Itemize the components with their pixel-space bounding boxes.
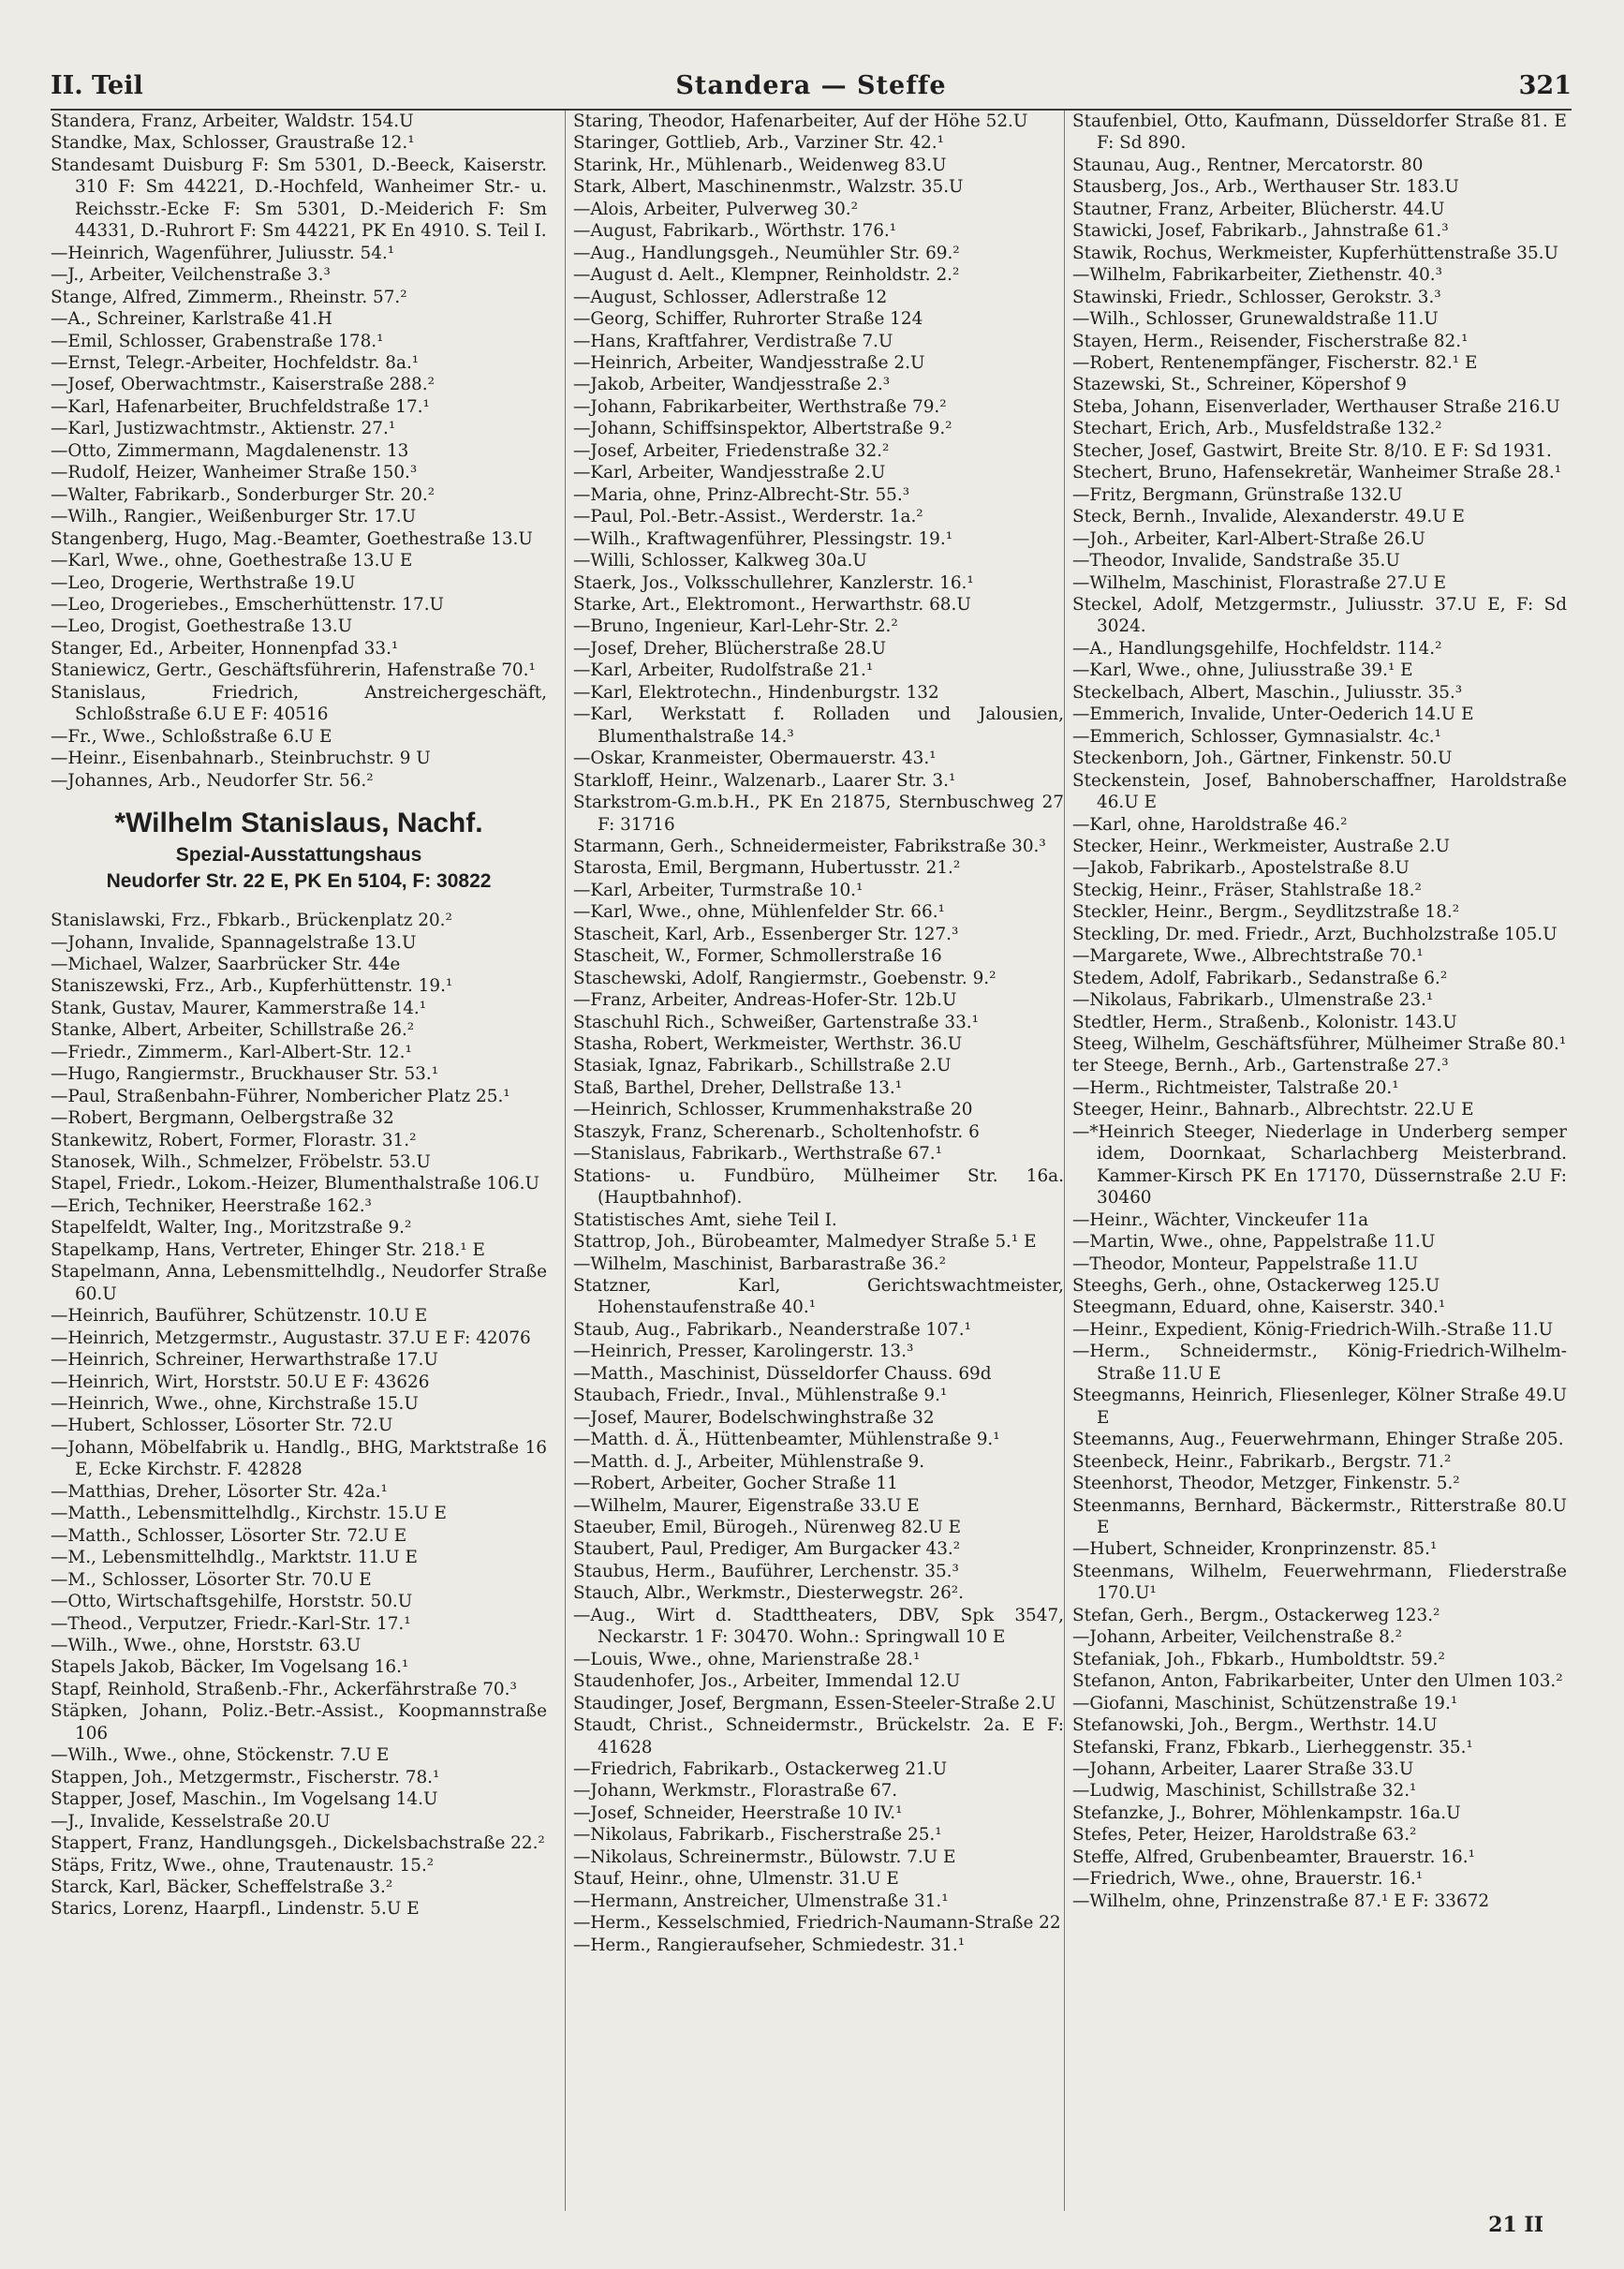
directory-entry: Staub, Aug., Fabrikarb., Neanderstraße 107.¹ <box>573 1319 971 1340</box>
directory-entry: Stappen, Joh., Metzgermstr., Fischerstr. 78.¹ <box>51 1767 440 1787</box>
directory-entry: —Heinrich, Schreiner, Herwarthstraße 17.U <box>51 1350 438 1371</box>
directory-entry: —Otto, Zimmermann, Magdalenenstr. 13 <box>51 440 409 461</box>
directory-entry: —Paul, Straßenbahn-Führer, Nombericher Platz 25.¹ <box>51 1086 510 1106</box>
directory-entry: Stefanzke, J., Bohrer, Möhlenkampstr. 16a.U <box>1072 1802 1461 1823</box>
directory-entry: —Louis, Wwe., ohne, Marienstraße 28.¹ <box>573 1649 921 1669</box>
ad-line-1: Spezial-Ausstattungshaus <box>175 844 422 867</box>
directory-entry: Stascheit, Karl, Arb., Essenberger Str. 127.³ <box>573 924 959 944</box>
directory-entry: Staudinger, Josef, Bergmann, Essen-Steeler-Straße 2.U <box>573 1693 1056 1713</box>
directory-entry: Standesamt Duisburg F: Sm 5301, D.-Beeck, Kaiserstr. 310 F: Sm 44221, D.-Hochfeld, Wanheimer Str.- u. Reichsstr.-Ecke F: Sm 5301, D.-Meiderich F: Sm 44331, D.-Ruhrort F: Sm 44221, PK En 4910. S. Teil I. <box>51 155 547 242</box>
directory-entry: Stawik, Rochus, Werkmeister, Kupferhüttenstraße 35.U <box>1072 243 1559 263</box>
directory-entry: —Stanislaus, Fabrikarb., Werthstraße 67.¹ <box>573 1144 942 1164</box>
directory-entry: Stapelfeldt, Walter, Ing., Moritzstraße 9.² <box>51 1218 412 1238</box>
directory-entry: —Walter, Fabrikarb., Sonderburger Str. 20.² <box>51 484 436 505</box>
directory-entry: Staß, Barthel, Dreher, Dellstraße 13.¹ <box>573 1077 903 1098</box>
directory-entry: —*Heinrich Steeger, Niederlage in Underberg semper idem, Doornkaat, Scharlachberg Meisterbrand. Kammer-Kirsch PK En 17170, Düssernstraße 2.U F: 30460 <box>1072 1121 1567 1209</box>
directory-entry: Staerk, Jos., Volksschullehrer, Kanzlerstr. 16.¹ <box>573 572 974 593</box>
directory-entry: —Heinrich, Schlosser, Krummenhakstraße 20 <box>573 1100 973 1120</box>
directory-entry: —Karl, Wwe., ohne, Goethestraße 13.U E <box>51 551 413 571</box>
directory-entry: —Karl, ohne, Haroldstraße 46.² <box>1072 814 1348 835</box>
directory-entry: —Hubert, Schneider, Kronprinzenstr. 85.¹ <box>1072 1539 1438 1560</box>
directory-entry: Starosta, Emil, Bergmann, Hubertusstr. 21.² <box>573 858 961 879</box>
directory-entry: —Heinrich, Wirt, Horststr. 50.U E F: 43626 <box>51 1372 430 1392</box>
directory-entry: —Rudolf, Heizer, Wanheimer Straße 150.³ <box>51 463 418 483</box>
directory-entry: Stanislawski, Frz., Fbkarb., Brückenplatz 20.² <box>51 911 452 931</box>
directory-entry: —Herm., Kesselschmied, Friedrich-Naumann-Straße 22 <box>573 1913 1061 1934</box>
directory-entry: Steck, Bernh., Invalide, Alexanderstr. 49.U E <box>1072 507 1465 527</box>
directory-entry: Staudenhofer, Jos., Arbeiter, Immendal 12.U <box>573 1671 961 1692</box>
directory-entry: Starkstrom-G.m.b.H., PK En 21875, Sternbuschweg 27 F: 31716 <box>573 793 1064 835</box>
directory-entry: Stawicki, Josef, Fabrikarb., Jahnstraße 61.³ <box>1072 221 1449 242</box>
directory-entry: —August, Schlosser, Adlerstraße 12 <box>573 287 888 307</box>
directory-entry: Stascheit, W., Former, Schmollerstraße 16 <box>573 946 942 967</box>
directory-entry: Stanislaus, Friedrich, Anstreichergeschäft, Schloßstraße 6.U E F: 40516 <box>51 682 547 725</box>
directory-entry: Steenhorst, Theodor, Metzger, Finkenstr. 5.² <box>1072 1474 1460 1494</box>
directory-entry: Steckelbach, Albert, Maschin., Juliusstr. 35.³ <box>1072 682 1463 703</box>
directory-entry: —Heinrich, Presser, Karolingerstr. 13.³ <box>573 1342 914 1362</box>
directory-entry: —Josef, Arbeiter, Friedenstraße 32.² <box>573 440 890 461</box>
directory-entry: Starke, Art., Elektromont., Herwarthstr. 68.U <box>573 594 971 615</box>
directory-entry: —Emmerich, Schlosser, Gymnasialstr. 4c.¹ <box>1072 726 1442 747</box>
directory-entry: —Herm., Schneidermstr., König-Friedrich-Wilhelm-Straße 11.U E <box>1072 1342 1567 1384</box>
directory-entry: Stank, Gustav, Maurer, Kammerstraße 14.¹ <box>51 998 427 1018</box>
directory-entry: —Johannes, Arb., Neudorfer Str. 56.² <box>51 770 374 791</box>
directory-entry: —Giofanni, Maschinist, Schützenstraße 19.¹ <box>1072 1693 1458 1713</box>
directory-entry: —Wilh., Wwe., ohne, Stöckenstr. 7.U E <box>51 1745 390 1766</box>
directory-entry: —Bruno, Ingenieur, Karl-Lehr-Str. 2.² <box>573 616 898 637</box>
directory-entry: —Matth., Lebensmittelhdlg., Kirchstr. 15.U E <box>51 1504 447 1524</box>
directory-entry: —Heinr., Wächter, Vinckeufer 11a <box>1072 1209 1369 1230</box>
directory-entry: —Matth. d. Ä., Hüttenbeamter, Mühlenstraße 9.¹ <box>573 1430 1000 1450</box>
ad-title: *Wilhelm Stanislaus, Nachf. <box>114 808 483 839</box>
directory-entry: Stasha, Robert, Werkmeister, Werthstr. 36.U <box>573 1034 963 1055</box>
directory-entry: —Wilhelm, Maurer, Eigenstraße 33.U E <box>573 1495 920 1516</box>
page-range-title: Standera — Steffe <box>675 71 947 100</box>
signature-mark: 21 II <box>1488 2213 1543 2237</box>
directory-entry: —A., Handlungsgehilfe, Hochfeldstr. 114.² <box>1072 638 1442 659</box>
directory-entry: —Heinrich, Bauführer, Schützenstr. 10.U E <box>51 1306 428 1327</box>
directory-entry: Stapel, Friedr., Lokom.-Heizer, Blumenthalstraße 106.U <box>51 1174 539 1194</box>
directory-entry: Stanosek, Wilh., Schmelzer, Fröbelstr. 53.U <box>51 1152 431 1173</box>
directory-entry: Stefaniak, Joh., Fbkarb., Humboldtstr. 59.² <box>1072 1649 1445 1669</box>
directory-entry: Stedtler, Herm., Straßenb., Kolonistr. 143.U <box>1072 1012 1457 1032</box>
directory-entry: —Karl, Wwe., ohne, Mühlenfelder Str. 66.¹ <box>573 902 945 923</box>
directory-entry: —Emmerich, Invalide, Unter-Oederich 14.U E <box>1072 704 1474 725</box>
directory-entry: Staubach, Friedr., Inval., Mühlenstraße 9.¹ <box>573 1386 948 1406</box>
directory-entry: —Johann, Arbeiter, Veilchenstraße 8.² <box>1072 1627 1402 1648</box>
directory-entry: —Franz, Arbeiter, Andreas-Hofer-Str. 12b.U <box>573 990 957 1011</box>
directory-entry: —A., Schreiner, Karlstraße 41.H <box>51 309 332 330</box>
directory-entry: Steenmans, Wilhelm, Feuerwehrmann, Fliederstraße 170.U¹ <box>1072 1561 1567 1604</box>
directory-entry: —Heinrich, Wagenführer, Juliusstr. 54.¹ <box>51 243 395 263</box>
directory-entry: —Hugo, Rangiermstr., Bruckhauser Str. 53.¹ <box>51 1064 439 1085</box>
directory-entry: —Friedrich, Fabrikarb., Ostackerweg 21.U <box>573 1758 948 1779</box>
directory-entry: —Robert, Rentenempfänger, Fischerstr. 82.¹ E <box>1072 352 1478 373</box>
directory-entry: —Friedr., Zimmerm., Karl-Albert-Str. 12.¹ <box>51 1042 412 1062</box>
directory-entry: —August d. Aelt., Klempner, Reinholdstr. 2.² <box>573 265 960 286</box>
directory-entry: Steckenstein, Josef, Bahnoberschaffner, Haroldstraße 46.U E <box>1072 770 1567 813</box>
directory-entry: Steeg, Wilhelm, Geschäftsführer, Mülheimer Straße 80.¹ <box>1072 1034 1567 1055</box>
directory-entry: Stefanowski, Joh., Bergm., Werthstr. 14.U <box>1072 1715 1438 1736</box>
directory-entry: Staniszewski, Frz., Arb., Kupferhüttenstr. 19.¹ <box>51 976 453 997</box>
directory-entry: —Heinrich, Wwe., ohne, Kirchstraße 15.U <box>51 1394 419 1415</box>
directory-entry: Stefes, Peter, Heizer, Haroldstraße 63.² <box>1072 1825 1417 1846</box>
directory-entry: Stauf, Heinr., ohne, Ulmenstr. 31.U E <box>573 1869 899 1890</box>
directory-entry: —Herm., Richtmeister, Talstraße 20.¹ <box>1072 1077 1399 1098</box>
directory-entry: —Theod., Verputzer, Friedr.-Karl-Str. 17.¹ <box>51 1613 411 1634</box>
directory-entry: Staudt, Christ., Schneidermstr., Brückelstr. 2a. E F: 41628 <box>573 1715 1064 1757</box>
directory-entry: Stations- u. Fundbüro, Mülheimer Str. 16a. (Hauptbahnhof). <box>573 1165 1064 1209</box>
directory-entry: —Karl, Justizwachtmstr., Aktienstr. 27.¹ <box>51 419 396 439</box>
directory-entry: —Heinr., Expedient, König-Friedrich-Wilh.-Straße 11.U <box>1072 1319 1554 1340</box>
directory-entry: —Karl, Elektrotechn., Hindenburgstr. 132 <box>573 682 939 703</box>
directory-entry: Staufenbiel, Otto, Kaufmann, Düsseldorfer Straße 81. E F: Sd 890. <box>1072 111 1567 154</box>
directory-entry: Stapper, Josef, Maschin., Im Vogelsang 14.U <box>51 1789 438 1810</box>
directory-entry: —Heinrich, Metzgermstr., Augustastr. 37.U E F: 42076 <box>51 1327 531 1348</box>
directory-entry: Stausberg, Jos., Arb., Werthauser Str. 183.U <box>1072 177 1459 198</box>
directory-entry: Stecher, Josef, Gastwirt, Breite Str. 8/10. E F: Sd 1931. <box>1072 440 1552 461</box>
directory-entry: —Nikolaus, Fabrikarb., Fischerstraße 25.¹ <box>573 1825 942 1846</box>
directory-entry: —Karl, Wwe., ohne, Juliusstraße 39.¹ E <box>1072 660 1413 681</box>
directory-entry: Standke, Max, Schlosser, Graustraße 12.¹ <box>51 133 415 154</box>
directory-entry: Staringer, Gottlieb, Arb., Varziner Str. 42.¹ <box>573 133 944 154</box>
directory-entry: Steckig, Heinr., Fräser, Stahlstraße 18.² <box>1072 880 1422 900</box>
directory-entry: —Leo, Drogerie, Werthstraße 19.U <box>51 572 356 593</box>
directory-entry: Stazewski, St., Schreiner, Köpershof 9 <box>1072 375 1407 395</box>
directory-entry: Stefanski, Franz, Fbkarb., Lierheggenstr. 35.¹ <box>1072 1737 1473 1757</box>
directory-entry: —Wilhelm, Maschinist, Florastraße 27.U E <box>1072 572 1447 593</box>
directory-entry: —Fritz, Bergmann, Grünstraße 132.U <box>1072 484 1403 505</box>
directory-entry: Stechert, Bruno, Hafensekretär, Wanheimer Straße 28.¹ <box>1072 463 1562 483</box>
directory-entry: Stappert, Franz, Handlungsgeh., Dickelsbachstraße 22.² <box>51 1833 545 1854</box>
directory-entry: —Theodor, Invalide, Sandstraße 35.U <box>1072 551 1400 571</box>
directory-entry: —Wilhelm, Maschinist, Barbarastraße 36.² <box>573 1253 946 1274</box>
directory-entry: —Georg, Schiffer, Ruhrorter Straße 124 <box>573 309 923 330</box>
directory-entry: Steba, Johann, Eisenverlader, Werthauser Straße 216.U <box>1072 396 1560 417</box>
directory-entry: —Josef, Schneider, Heerstraße 10 IV.¹ <box>573 1802 903 1823</box>
directory-entry: —Herm., Rangieraufseher, Schmiedestr. 31.¹ <box>573 1935 966 1955</box>
directory-entry: Steckel, Adolf, Metzgermstr., Juliusstr. 37.U E, F: Sd 3024. <box>1072 594 1567 637</box>
directory-entry: —Paul, Pol.-Betr.-Assist., Werderstr. 1a.² <box>573 507 923 527</box>
directory-entry: —J., Arbeiter, Veilchenstraße 3.³ <box>51 265 331 286</box>
advertisement <box>51 805 547 895</box>
directory-entry: —Nikolaus, Fabrikarb., Ulmenstraße 23.¹ <box>1072 990 1434 1011</box>
directory-entry: —Karl, Werkstatt f. Rolladen und Jalousien, Blumenthalstraße 14.³ <box>573 704 1064 747</box>
directory-entry: Stefan, Gerh., Bergm., Ostackerweg 123.² <box>1072 1605 1440 1625</box>
directory-entry: Steegmann, Eduard, ohne, Kaiserstr. 340.¹ <box>1072 1298 1446 1318</box>
directory-entry: Steeghs, Gerh., ohne, Ostackerweg 125.U <box>1072 1276 1440 1297</box>
directory-entry: Steeger, Heinr., Bahnarb., Albrechtstr. 22.U E <box>1072 1100 1474 1120</box>
directory-entry: Steenmanns, Bernhard, Bäckermstr., Ritterstraße 80.U E <box>1072 1495 1567 1537</box>
directory-entry: —August, Fabrikarb., Wörthstr. 176.¹ <box>573 221 897 242</box>
directory-entry: —Aug., Wirt d. Stadttheaters, DBV, Spk 3547, Neckarstr. 1 F: 30470. Wohn.: Springwall 10 E <box>573 1605 1064 1648</box>
directory-entry: —Martin, Wwe., ohne, Pappelstraße 11.U <box>1072 1232 1436 1253</box>
directory-entry: Staeuber, Emil, Bürogeh., Nürenweg 82.U E <box>573 1518 962 1537</box>
directory-entry: —Erich, Techniker, Heerstraße 162.³ <box>51 1195 372 1216</box>
directory-entry: Starkloff, Heinr., Walzenarb., Laarer Str. 3.¹ <box>573 770 956 791</box>
column-2 <box>565 111 1064 2211</box>
directory-entry: Stäps, Fritz, Wwe., ohne, Trautenaustr. 15.² <box>51 1855 435 1876</box>
directory-entry: Starck, Karl, Bäcker, Scheffelstraße 3.² <box>51 1876 393 1897</box>
directory-entry: —Jakob, Fabrikarb., Apostelstraße 8.U <box>1072 858 1410 879</box>
directory-entry: —Otto, Wirtschaftsgehilfe, Horststr. 50.U <box>51 1592 413 1612</box>
directory-entry: —Alois, Arbeiter, Pulverweg 30.² <box>573 199 859 219</box>
directory-entry: —Friedrich, Wwe., ohne, Brauerstr. 16.¹ <box>1072 1869 1424 1890</box>
directory-entry: —Maria, ohne, Prinz-Albrecht-Str. 55.³ <box>573 484 910 505</box>
directory-entry: —Nikolaus, Schreinermstr., Bülowstr. 7.U E <box>573 1846 956 1867</box>
directory-entry: Stecker, Heinr., Werkmeister, Austraße 2.U <box>1072 836 1450 856</box>
directory-entry: Starics, Lorenz, Haarpfl., Lindenstr. 5.U E <box>51 1899 420 1920</box>
directory-entry: —Joh., Arbeiter, Karl-Albert-Straße 26.U <box>1072 528 1425 549</box>
directory-entry: Standera, Franz, Arbeiter, Waldstr. 154.U <box>51 111 414 131</box>
directory-entry: —Karl, Arbeiter, Wandjesstraße 2.U <box>573 463 886 483</box>
directory-entry: Stange, Alfred, Zimmerm., Rheinstr. 57.² <box>51 287 407 307</box>
directory-entry: Stechart, Erich, Arb., Musfeldstraße 132.² <box>1072 419 1442 439</box>
column-1 <box>51 111 547 2211</box>
directory-entry: —Wilh., Schlosser, Grunewaldstraße 11.U <box>1072 309 1439 330</box>
directory-entry: —Johann, Werkmstr., Florastraße 67. <box>573 1781 898 1802</box>
directory-entry: Staschuhl Rich., Schweißer, Gartenstraße 33.¹ <box>573 1012 980 1032</box>
directory-entry: —Hans, Kraftfahrer, Verdistraße 7.U <box>573 331 893 351</box>
ad-line-2: Neudorfer Str. 22 E, PK En 5104, F: 30822 <box>106 870 492 893</box>
page-header <box>51 71 1572 111</box>
directory-entry: —J., Invalide, Kesselstraße 20.U <box>51 1811 331 1832</box>
column-3 <box>1064 111 1567 2211</box>
directory-entry: —Oskar, Kranmeister, Obermauerstr. 43.¹ <box>573 749 937 769</box>
directory-entry: —Wilhelm, Fabrikarbeiter, Ziethenstr. 40.³ <box>1072 265 1442 286</box>
directory-entry: Statistisches Amt, siehe Teil I. <box>573 1209 837 1230</box>
directory-entry: —Leo, Drogeriebes., Emscherhüttenstr. 17.U <box>51 594 445 615</box>
directory-entry: ter Steege, Bernh., Arb., Gartenstraße 27.³ <box>1072 1056 1449 1076</box>
directory-entry: Steenbeck, Heinr., Fabrikarb., Bergstr. 71.² <box>1072 1451 1452 1472</box>
directory-entry: —Robert, Arbeiter, Gocher Straße 11 <box>573 1474 898 1494</box>
directory-entry: Stayen, Herm., Reisender, Fischerstraße 82.¹ <box>1072 331 1469 351</box>
part-label: II. Teil <box>51 71 143 100</box>
directory-entry: —Emil, Schlosser, Grabenstraße 178.¹ <box>51 331 384 351</box>
directory-entry: —Johann, Fabrikarbeiter, Werthstraße 79.² <box>573 396 947 417</box>
directory-entry: Stedem, Adolf, Fabrikarb., Sedanstraße 6.² <box>1072 968 1448 988</box>
directory-entry: Staring, Theodor, Hafenarbeiter, Auf der Höhe 52.U <box>573 111 1028 131</box>
directory-entry: —Ludwig, Maschinist, Schillstraße 32.¹ <box>1072 1781 1417 1802</box>
directory-entry: Staschewski, Adolf, Rangiermstr., Goebenstr. 9.² <box>573 968 997 988</box>
directory-entry: Stark, Albert, Maschinenmstr., Walzstr. 35.U <box>573 177 964 198</box>
directory-entry: —M., Lebensmittelhdlg., Marktstr. 11.U E <box>51 1548 418 1568</box>
directory-entry: —Karl, Arbeiter, Rudolfstraße 21.¹ <box>573 660 874 681</box>
directory-entry: Stapelmann, Anna, Lebensmittelhdlg., Neudorfer Straße 60.U <box>51 1262 547 1304</box>
directory-entry: Stanger, Ed., Arbeiter, Honnenpfad 33.¹ <box>51 638 399 659</box>
directory-entry: —Wilh., Rangier., Weißenburger Str. 17.U <box>51 507 417 527</box>
directory-entry: Steckler, Heinr., Bergm., Seydlitzstraße 18.² <box>1072 902 1460 923</box>
directory-entry: Staubus, Herm., Bauführer, Lerchenstr. 35.³ <box>573 1561 959 1581</box>
directory-entry: —Aug., Handlungsgeh., Neumühler Str. 69.² <box>573 243 960 263</box>
directory-entry: —Heinrich, Arbeiter, Wandjesstraße 2.U <box>573 352 925 373</box>
directory-entry: Staszyk, Franz, Scherenarb., Scholtenhofstr. 6 <box>573 1121 980 1142</box>
directory-entry: —Heinr., Eisenbahnarb., Steinbruchstr. 9 U <box>51 749 431 769</box>
directory-entry: Stapf, Reinhold, Straßenb.-Fhr., Ackerfährstraße 70.³ <box>51 1679 517 1699</box>
directory-entry: —Michael, Walzer, Saarbrücker Str. 44e <box>51 954 401 974</box>
directory-entry: Steckling, Dr. med. Friedr., Arzt, Buchholzstraße 105.U <box>1072 924 1558 944</box>
directory-entry: Statzner, Karl, Gerichtswachtmeister, Hohenstaufenstraße 40.¹ <box>573 1276 1064 1318</box>
directory-entry: Stawinski, Friedr., Schlosser, Gerokstr. 3.³ <box>1072 287 1441 307</box>
directory-entry: Starmann, Gerh., Schneidermeister, Fabrikstraße 30.³ <box>573 836 1046 856</box>
directory-entry: Steffe, Alfred, Grubenbeamter, Brauerstr. 16.¹ <box>1072 1846 1475 1867</box>
directory-entry: —M., Schlosser, Lösorter Str. 70.U E <box>51 1569 372 1590</box>
directory-entry: Stapelkamp, Hans, Vertreter, Ehinger Str. 218.¹ E <box>51 1239 485 1260</box>
directory-entry: —Leo, Drogist, Goethestraße 13.U <box>51 616 353 637</box>
directory-entry: Staunau, Aug., Rentner, Mercatorstr. 80 <box>1072 155 1424 175</box>
directory-entry: —Willi, Schlosser, Kalkweg 30a.U <box>573 551 867 571</box>
directory-entry: Staniewicz, Gertr., Geschäftsführerin, Hafenstraße 70.¹ <box>51 660 536 681</box>
directory-entry: —Hubert, Schlosser, Lösorter Str. 72.U <box>51 1416 393 1436</box>
directory-entry: —Johann, Arbeiter, Laarer Straße 33.U <box>1072 1758 1414 1779</box>
directory-entry: —Matthias, Dreher, Lösorter Str. 42a.¹ <box>51 1481 388 1502</box>
directory-entry: —Karl, Arbeiter, Turmstraße 10.¹ <box>573 880 864 900</box>
directory-entry: Stautner, Franz, Arbeiter, Blücherstr. 44.U <box>1072 199 1445 219</box>
directory-entry: Stäpken, Johann, Poliz.-Betr.-Assist., Koopmannstraße 106 <box>51 1701 547 1743</box>
directory-entry: —Josef, Dreher, Blücherstraße 28.U <box>573 638 887 659</box>
directory-entry: —Josef, Maurer, Bodelschwinghstraße 32 <box>573 1407 935 1428</box>
directory-entry: Stanke, Albert, Arbeiter, Schillstraße 26.² <box>51 1020 415 1041</box>
directory-entry: Stapels Jakob, Bäcker, Im Vogelsang 16.¹ <box>51 1657 409 1678</box>
directory-entry: Staubert, Paul, Prediger, Am Burgacker 43.² <box>573 1539 961 1560</box>
directory-entry: —Johann, Möbelfabrik u. Handlg., BHG, Marktstraße 16 E, Ecke Kirchstr. F. 42828 <box>51 1437 547 1480</box>
directory-entry: Starink, Hr., Mühlenarb., Weidenweg 83.U <box>573 155 947 175</box>
directory-entry: Stasiak, Ignaz, Fabrikarb., Schillstraße 2.U <box>573 1056 952 1076</box>
directory-entry: Steckenborn, Joh., Gärtner, Finkenstr. 50.U <box>1072 749 1453 769</box>
directory-entry: —Matth. d. J., Arbeiter, Mühlenstraße 9. <box>573 1451 925 1472</box>
directory-entry: Stefanon, Anton, Fabrikarbeiter, Unter den Ulmen 103.² <box>1072 1671 1563 1692</box>
directory-entry: Steemanns, Aug., Feuerwehrmann, Ehinger Straße 205. <box>1072 1430 1564 1450</box>
directory-entry: —Johann, Invalide, Spannagelstraße 13.U <box>51 932 417 953</box>
directory-entry: —Jakob, Arbeiter, Wandjesstraße 2.³ <box>573 375 891 395</box>
directory-entry: —Fr., Wwe., Schloßstraße 6.U E <box>51 726 332 747</box>
directory-entry: —Johann, Schiffsinspektor, Albertstraße 9.² <box>573 419 952 439</box>
directory-entry: Stattrop, Joh., Bürobeamter, Malmedyer Straße 5.¹ E <box>573 1232 1037 1253</box>
directory-entry: —Robert, Bergmann, Oelbergstraße 32 <box>51 1108 394 1129</box>
directory-entry: Stankewitz, Robert, Former, Florastr. 31.² <box>51 1130 417 1150</box>
directory-entry: —Margarete, Wwe., Albrechtstraße 70.¹ <box>1072 946 1424 967</box>
directory-entry: Stauch, Albr., Werkmstr., Diesterwegstr. 26². <box>573 1583 964 1604</box>
directory-entry: —Hermann, Anstreicher, Ulmenstraße 31.¹ <box>573 1891 949 1911</box>
directory-entry: —Josef, Oberwachtmstr., Kaiserstraße 288.² <box>51 375 435 395</box>
directory-entry: —Wilh., Wwe., ohne, Horststr. 63.U <box>51 1636 362 1655</box>
directory-entry: —Matth., Schlosser, Lösorter Str. 72.U E <box>51 1525 407 1546</box>
directory-entry: Steegmanns, Heinrich, Fliesenleger, Kölner Straße 49.U E <box>1072 1386 1567 1428</box>
directory-entry: Stangenberg, Hugo, Mag.-Beamter, Goethestraße 13.U <box>51 528 533 549</box>
directory-entry: —Wilh., Kraftwagenführer, Plessingstr. 19.¹ <box>573 528 953 549</box>
directory-entry: —Karl, Hafenarbeiter, Bruchfeldstraße 17.¹ <box>51 396 430 417</box>
directory-entry: —Theodor, Monteur, Pappelstraße 11.U <box>1072 1253 1419 1274</box>
directory-entry: —Wilhelm, ohne, Prinzenstraße 87.¹ E F: 33672 <box>1072 1891 1490 1911</box>
directory-entry: —Ernst, Telegr.-Arbeiter, Hochfeldstr. 8a.¹ <box>51 352 420 373</box>
directory-entry: —Matth., Maschinist, Düsseldorfer Chauss. 69d <box>573 1363 992 1384</box>
page-number: 321 <box>1518 71 1572 100</box>
